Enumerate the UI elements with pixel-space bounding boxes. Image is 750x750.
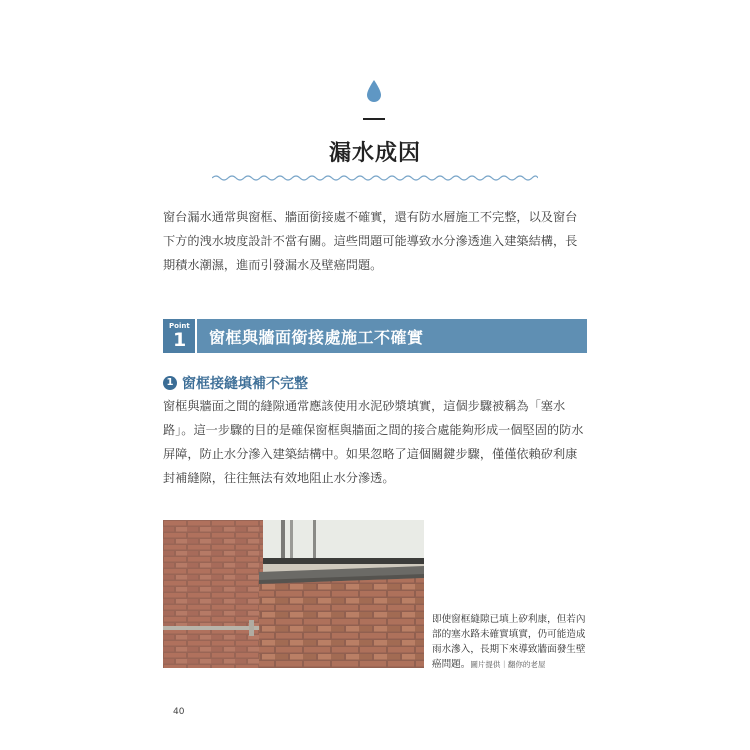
body-paragraph: 窗框與牆面之間的縫隙通常應該使用水泥砂漿填實，這個步驟被稱為「塞水路」。這一步驟的目的是確保窗框與牆面之間的接合處能夠形成一個堅固的防水屏障，防止水分滲入建築結構中。如果忽略了這個關鍵步驟，僅僅依賴矽利康封補縫隙，往往無法有效地阻止水分滲透。 xyxy=(163,399,584,485)
water-drop-icon xyxy=(365,79,383,103)
point-title: 窗框與牆面銜接處施工不確實 xyxy=(209,327,424,347)
subsection-heading xyxy=(163,373,308,393)
window-frame-photo xyxy=(163,520,424,668)
page-title: 漏水成因 xyxy=(328,141,421,166)
title-underline xyxy=(363,118,385,120)
point-header xyxy=(163,319,587,353)
figure-caption xyxy=(432,612,590,672)
point-number: 1 xyxy=(173,329,187,351)
caption-text: 即使窗框縫隙已填上矽利康，但若內部的塞水路未確實填實，仍可能造成雨水滲入，長期下來導致牆面發生壁癌問題。 xyxy=(432,614,586,670)
point-badge xyxy=(163,319,197,353)
page-number: 40 xyxy=(173,707,185,717)
intro-paragraph: 窗台漏水通常與窗框、牆面銜接處不確實，還有防水層施工不完整，以及窗台下方的洩水坡度設計不當有關。這些問題可能導致水分滲透進入建築結構，長期積水潮濕，進而引發漏水及壁癌問題。 xyxy=(163,210,578,272)
point-label: Point xyxy=(169,322,190,330)
subsection-title: 窗框接縫填補不完整 xyxy=(182,376,308,392)
subsection-number: 1 xyxy=(163,376,177,390)
wave-divider xyxy=(212,174,538,182)
photo-credit: 圖片提供｜翻你的老屋 xyxy=(470,660,546,669)
